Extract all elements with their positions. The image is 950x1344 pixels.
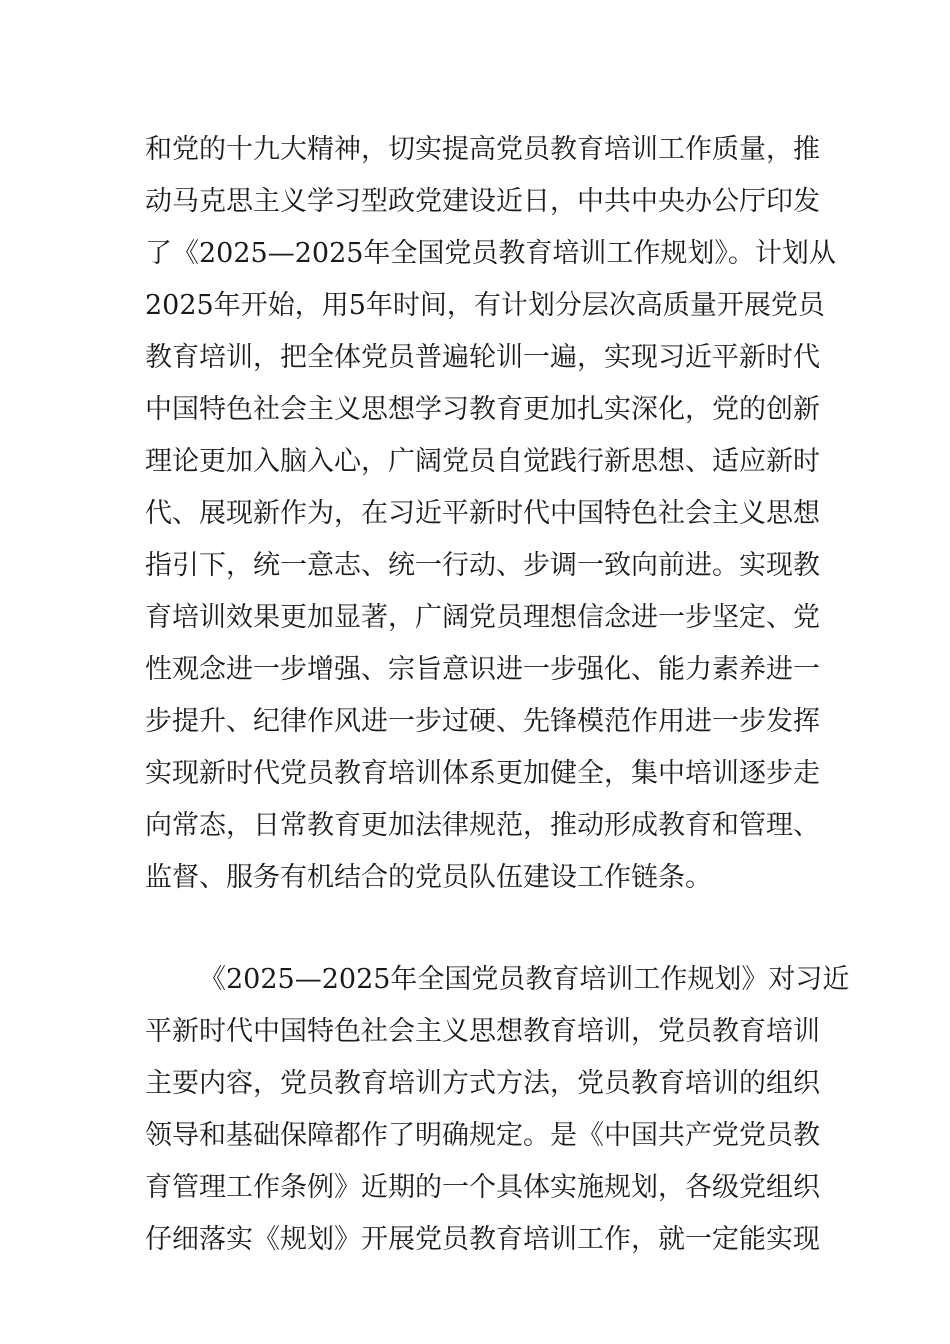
paragraph-1-line: 步提升、纪律作风进一步过硬、先锋模范作用进一步发挥 xyxy=(145,706,820,737)
paragraph-1-line: 实现新时代党员教育培训体系更加健全，集中培训逐步走 xyxy=(145,758,820,789)
paragraph-1-line: 理论更加入脑入心，广阔党员自觉践行新思想、适应新时 xyxy=(145,446,820,477)
paragraph-2-line: 领导和基础保障都作了明确规定。是《中国共产党党员教 xyxy=(145,1120,820,1151)
paragraph-2-line: 平新时代中国特色社会主义思想教育培训，党员教育培训 xyxy=(145,1016,820,1047)
paragraph-1-line: 2025年开始，用5年时间，有计划分层次高质量开展党员 xyxy=(145,290,825,321)
paragraph-2-line: 主要内容，党员教育培训方式方法，党员教育培训的组织 xyxy=(145,1068,820,1099)
paragraph-1-line: 中国特色社会主义思想学习教育更加扎实深化，党的创新 xyxy=(145,394,820,425)
paragraph-1-line: 动马克思主义学习型政党建设近日，中共中央办公厅印发 xyxy=(145,186,820,217)
paragraph-1-line: 育培训效果更加显著，广阔党员理想信念进一步坚定、党 xyxy=(145,602,820,633)
paragraph-1-line: 指引下，统一意志、统一行动、步调一致向前进。实现教 xyxy=(145,550,820,581)
paragraph-1-line: 监督、服务有机结合的党员队伍建设工作链条。 xyxy=(145,862,712,893)
paragraph-2-line: 《2025—2025年全国党员教育培训工作规划》对习近 xyxy=(199,964,850,995)
paragraph-1-line: 教育培训，把全体党员普遍轮训一遍，实现习近平新时代 xyxy=(145,342,820,373)
paragraph-1-line: 和党的十九大精神，切实提高党员教育培训工作质量，推 xyxy=(145,134,820,165)
paragraph-1-line: 性观念进一步增强、宗旨意识进一步强化、能力素养进一 xyxy=(145,654,820,685)
paragraph-2-line: 育管理工作条例》近期的一个具体实施规划，各级党组织 xyxy=(145,1172,820,1203)
paragraph-1-line: 了《2025—2025年全国党员教育培训工作规划》。计划从 xyxy=(145,238,836,269)
paragraph-1-line: 代、展现新作为，在习近平新时代中国特色社会主义思想 xyxy=(145,498,820,529)
paragraph-1-line: 向常态，日常教育更加法律规范，推动形成教育和管理、 xyxy=(145,810,820,841)
paragraph-2-line: 仔细落实《规划》开展党员教育培训工作，就一定能实现 xyxy=(145,1224,820,1255)
